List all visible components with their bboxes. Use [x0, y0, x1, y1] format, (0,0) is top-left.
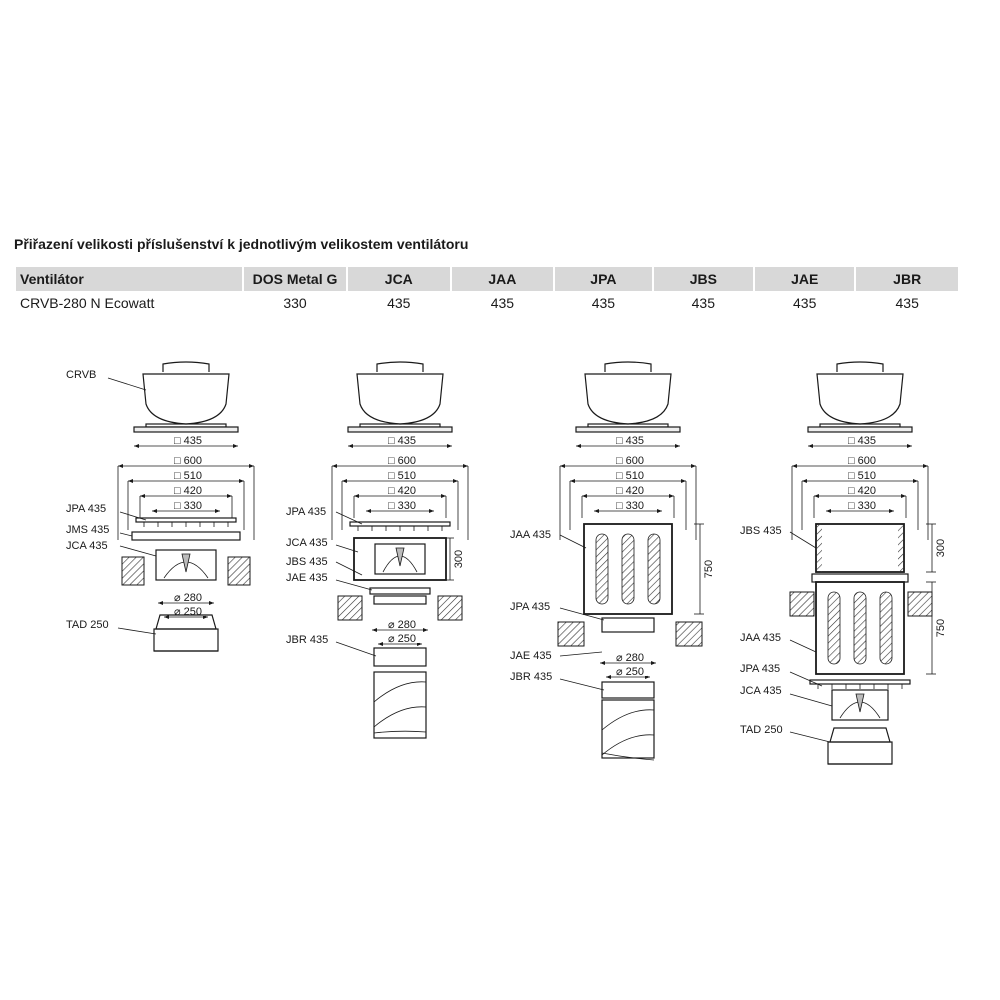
part-label-jpa: JPA 435 — [510, 601, 551, 613]
part-label-jpa: JPA 435 — [286, 506, 327, 518]
dimension-label: ⌀ 280 — [615, 652, 645, 664]
part-label-jaa: JAA 435 — [740, 632, 781, 644]
dimension-label: ⌀ 280 — [387, 619, 417, 631]
silencer-baffle — [596, 534, 608, 604]
fan-flange — [576, 427, 680, 432]
dimension-label: ⌀ 250 — [387, 633, 417, 645]
height-label: 750 — [703, 559, 715, 579]
leader-line — [336, 642, 376, 656]
part-label-jca: JCA 435 — [740, 685, 782, 697]
dimension-label: □ 510 — [173, 470, 203, 482]
fan-housing — [357, 374, 443, 424]
section-heading: Přiřazení velikosti příslušenství k jednotlivým velikostem ventilátoru — [14, 236, 469, 252]
roof-section — [676, 622, 702, 646]
part-label-jbr: JBR 435 — [286, 634, 329, 646]
roof-section — [908, 592, 932, 616]
silencer-baffle — [648, 534, 660, 604]
duct-spiral — [374, 682, 426, 702]
part-label-tad: TAD 250 — [740, 724, 783, 736]
leader-line — [108, 378, 146, 390]
dimension-label: ⌀ 250 — [173, 606, 203, 618]
fan-flange — [348, 427, 452, 432]
drawing-1 — [66, 362, 254, 651]
jms-frame — [132, 532, 240, 540]
dimension-label: □ 435 — [387, 435, 417, 447]
dimension-label: ⌀ 280 — [173, 592, 203, 604]
dimension-label: □ 600 — [847, 455, 877, 467]
dimension-label: □ 435 — [615, 435, 645, 447]
silencer-baffle — [880, 592, 892, 664]
leader-line — [336, 580, 372, 590]
silencer-baffle — [622, 534, 634, 604]
fan-housing — [143, 374, 229, 424]
fan-motor-cap — [163, 362, 209, 372]
drawing-3 — [510, 362, 715, 760]
dimension-label: □ 330 — [615, 500, 645, 512]
mounting-plate — [136, 518, 236, 522]
fan-flange — [808, 427, 912, 432]
silencer-baffle — [854, 592, 866, 664]
silencer-baffle — [828, 592, 840, 664]
dimension-label: □ 600 — [387, 455, 417, 467]
duct-spiral — [602, 710, 654, 730]
tad-collar — [830, 728, 890, 742]
cell-jbr: 435 — [895, 295, 919, 311]
height-label: 300 — [935, 538, 947, 558]
damper-center — [182, 554, 190, 572]
col-header-jbr: JBR — [856, 267, 958, 291]
mounting-plate — [350, 522, 450, 526]
tad-sleeve — [828, 742, 892, 764]
part-label-jbs: JBS 435 — [740, 525, 782, 537]
dimension-label: □ 330 — [847, 500, 877, 512]
part-label-jae: JAE 435 — [286, 572, 328, 584]
height-label: 750 — [935, 618, 947, 638]
dimension-label: □ 600 — [173, 455, 203, 467]
leader-line — [336, 562, 362, 575]
jae-frame — [374, 596, 426, 604]
part-label-tad: TAD 250 — [66, 619, 109, 631]
cell-fan: CRVB-280 N Ecowatt — [20, 295, 155, 311]
fan-housing — [817, 374, 903, 424]
dimension-label: □ 510 — [387, 470, 417, 482]
col-header-jpa: JPA — [555, 267, 651, 291]
leader-line — [790, 732, 830, 742]
roof-section — [790, 592, 814, 616]
col-header-dos: DOS Metal G — [244, 267, 346, 291]
dimension-label: □ 420 — [847, 485, 877, 497]
part-label-jbs: JBS 435 — [286, 556, 328, 568]
roof-section — [338, 596, 362, 620]
leader-line — [336, 512, 362, 524]
jbr-collar — [602, 682, 654, 698]
fan-flange — [134, 427, 238, 432]
roof-section — [438, 596, 462, 620]
cell-jpa: 435 — [591, 295, 616, 311]
col-header-jca: JCA — [348, 267, 450, 291]
dimension-label: □ 420 — [615, 485, 645, 497]
col-header-jae: JAE — [755, 267, 854, 291]
dimension-label: □ 510 — [615, 470, 645, 482]
part-label-jca: JCA 435 — [286, 537, 328, 549]
jaa-flange — [812, 574, 908, 582]
duct-spiral — [602, 753, 654, 760]
cell-jaa: 435 — [490, 295, 515, 311]
dimension-label: □ 330 — [173, 500, 203, 512]
cell-jae: 435 — [793, 295, 817, 311]
damper-center — [396, 548, 404, 566]
dimension-label: ⌀ 250 — [615, 666, 645, 678]
col-header-jaa: JAA — [452, 267, 554, 291]
cell-dos: 330 — [283, 295, 307, 311]
leader-line — [120, 546, 156, 556]
roof-section — [122, 557, 144, 585]
part-label-jpa: JPA 435 — [66, 503, 107, 515]
leader-line — [790, 694, 832, 706]
col-header-fan: Ventilátor — [16, 267, 242, 291]
jae-frame — [602, 618, 654, 632]
roof-section — [558, 622, 584, 646]
part-label-jca: JCA 435 — [66, 540, 108, 552]
part-label-jae: JAE 435 — [510, 650, 552, 662]
mounting-plate — [810, 680, 910, 684]
leader-line — [118, 628, 156, 634]
leader-line — [120, 512, 146, 520]
part-label-jpa: JPA 435 — [740, 663, 781, 675]
col-header-jbs: JBS — [654, 267, 753, 291]
cell-jbs: 435 — [691, 295, 715, 311]
part-label-jms: JMS 435 — [66, 524, 110, 536]
leader-line — [120, 533, 132, 536]
jbs-insulation — [816, 524, 822, 572]
fan-motor-cap — [377, 362, 423, 372]
jbs-insulation — [898, 524, 904, 572]
dimension-label: □ 420 — [173, 485, 203, 497]
tad-sleeve — [154, 629, 218, 651]
part-label-jaa: JAA 435 — [510, 529, 551, 541]
duct-spiral — [374, 731, 426, 733]
leader-line — [560, 652, 602, 656]
dimension-label: □ 330 — [387, 500, 417, 512]
roof-section — [228, 557, 250, 585]
drawing-2 — [286, 362, 468, 738]
drawing-4 — [740, 362, 947, 764]
jae-frame — [370, 588, 430, 594]
dimension-label: □ 510 — [847, 470, 877, 482]
jbs-box — [816, 524, 904, 572]
part-label-jbr: JBR 435 — [510, 671, 553, 683]
leader-line — [790, 532, 816, 548]
duct-spiral — [602, 735, 654, 755]
cell-jca: 435 — [387, 295, 411, 311]
dimension-label: □ 600 — [615, 455, 645, 467]
damper-center — [856, 694, 864, 712]
leader-line — [560, 679, 604, 690]
duct-spiral — [374, 707, 426, 727]
fan-motor-cap — [605, 362, 651, 372]
dimension-label: □ 435 — [173, 435, 203, 447]
dimension-label: □ 435 — [847, 435, 877, 447]
jbr-collar — [374, 648, 426, 666]
part-label-crvb: CRVB — [66, 369, 97, 381]
fan-motor-cap — [837, 362, 883, 372]
leader-line — [790, 640, 816, 652]
fan-housing — [585, 374, 671, 424]
dimension-label: □ 420 — [387, 485, 417, 497]
height-label: 300 — [453, 549, 465, 569]
leader-line — [560, 535, 586, 548]
